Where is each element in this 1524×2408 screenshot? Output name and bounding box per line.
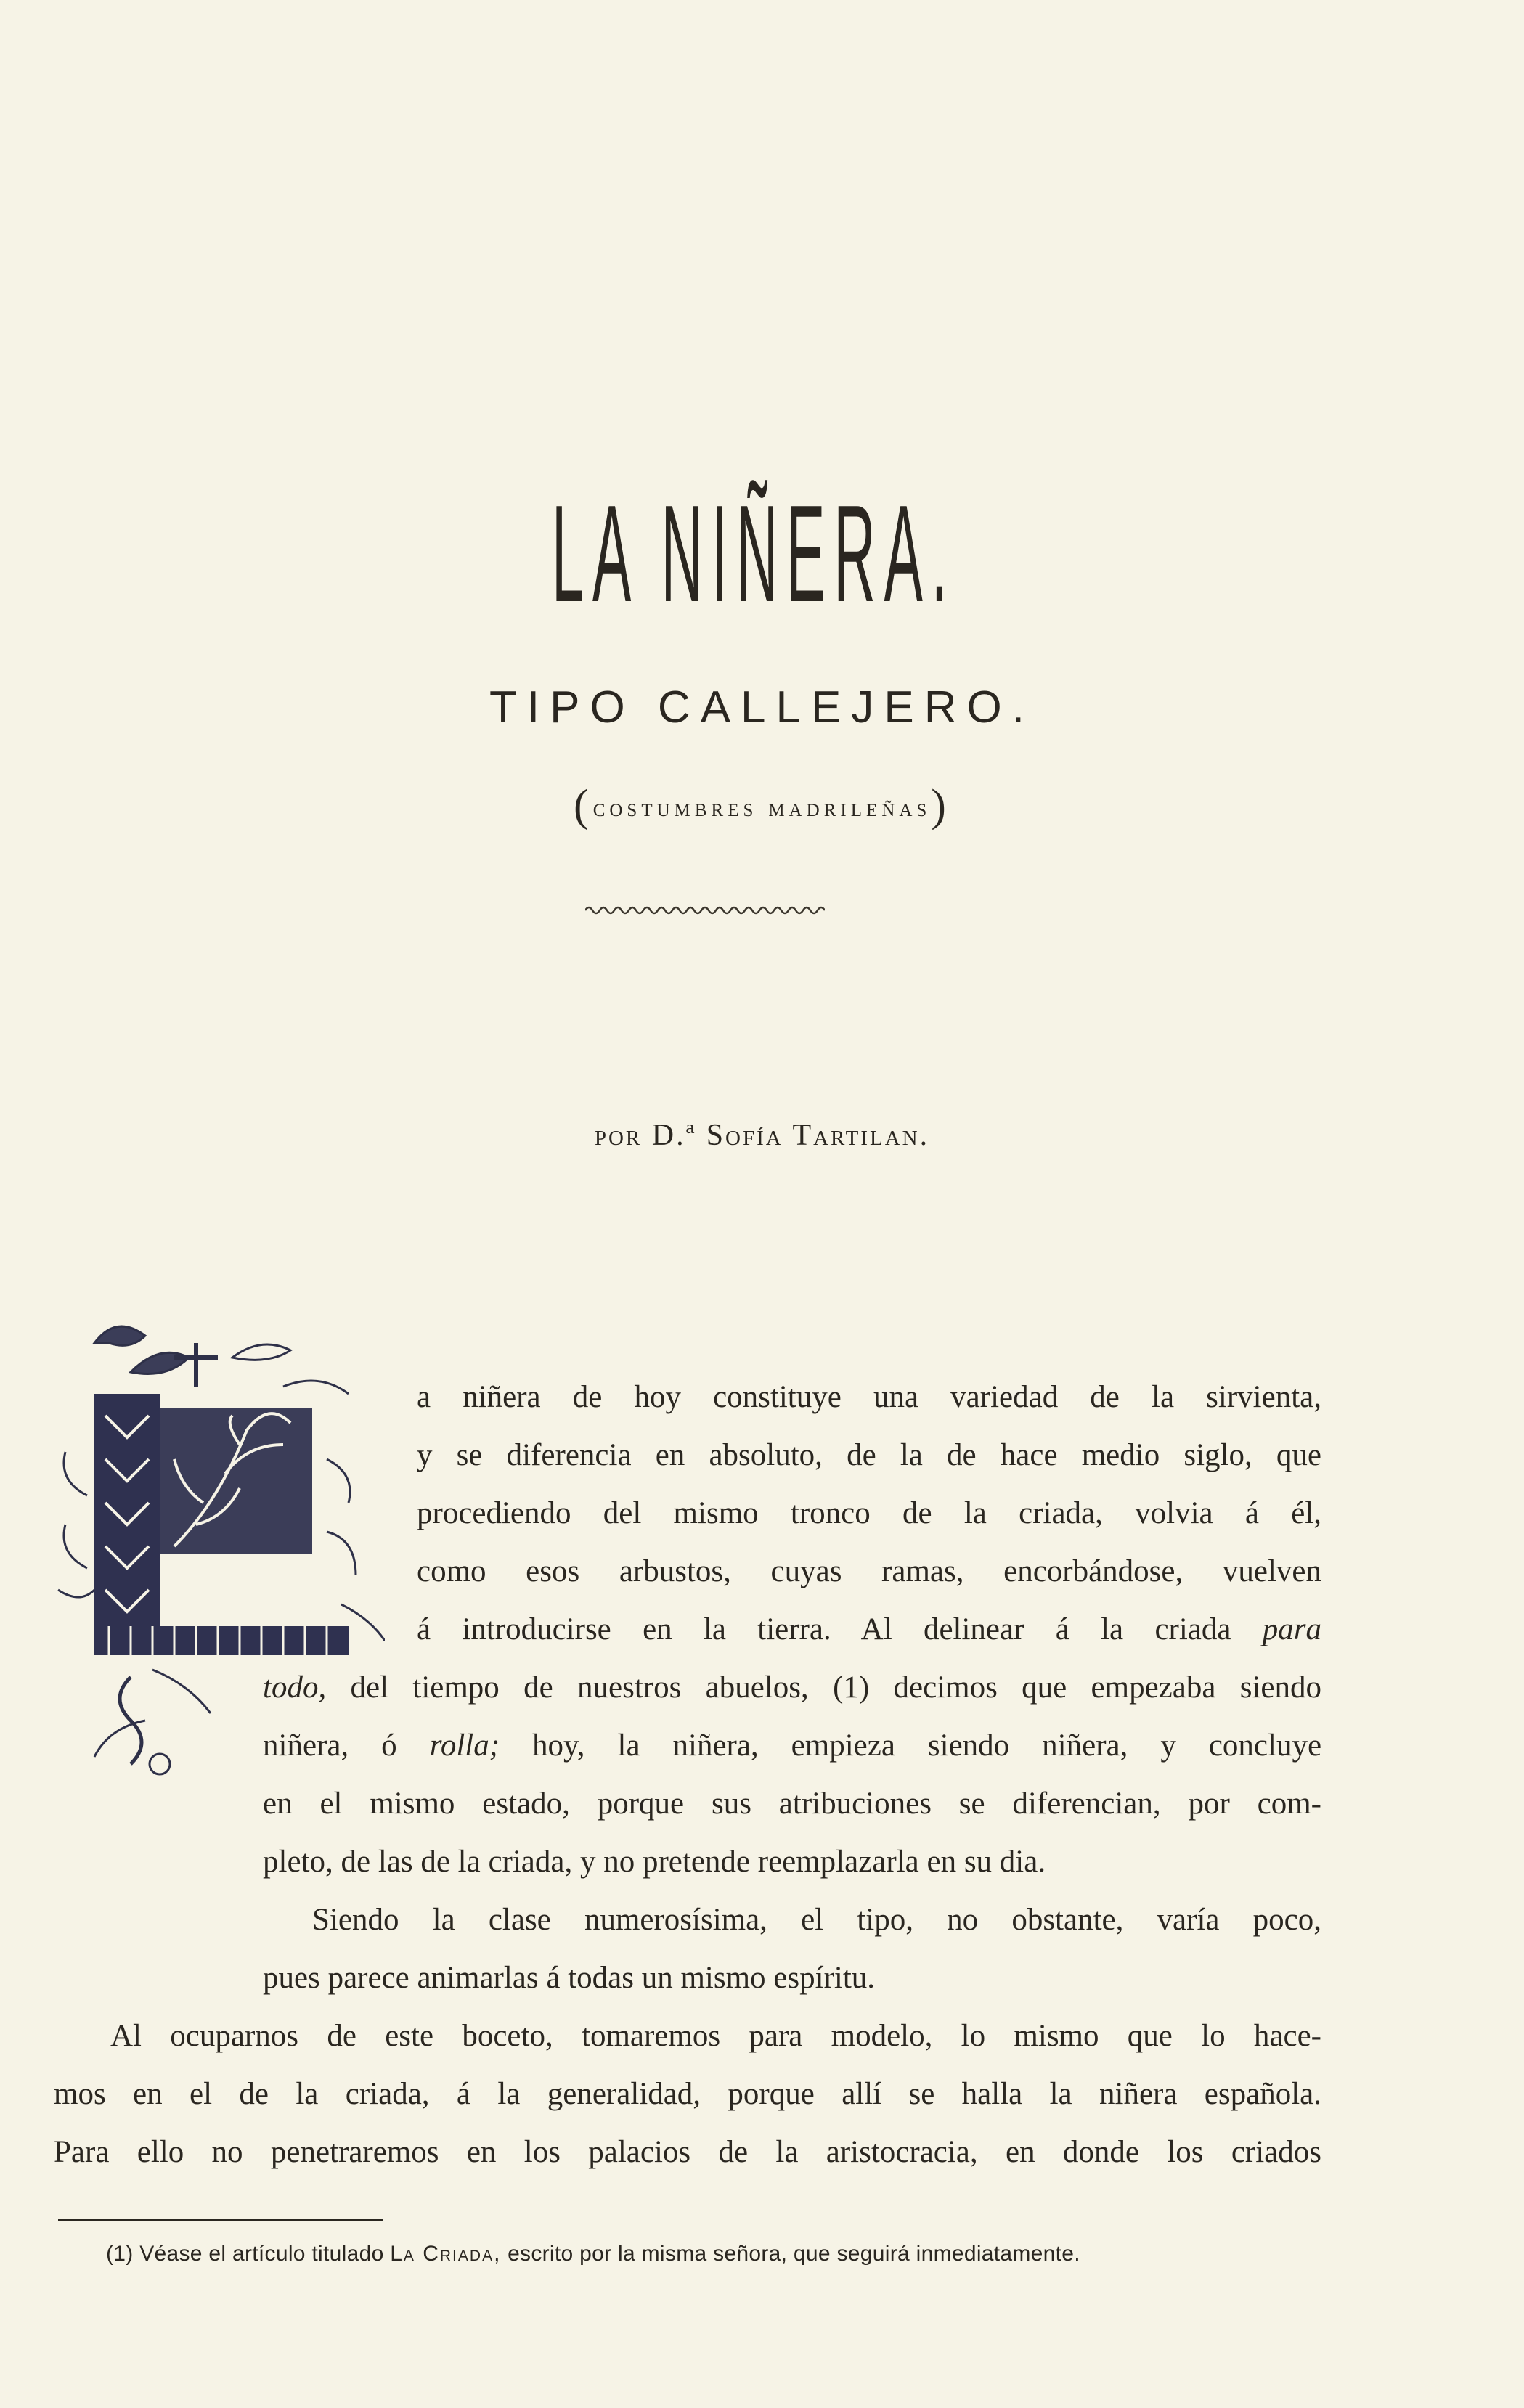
footnote xyxy=(106,2242,1080,2266)
ornamental-divider xyxy=(585,902,825,919)
text-line xyxy=(417,1601,1321,1659)
text-line-content: mos en el de la criada, á la generalidad, porque allí se halla la niñera española. xyxy=(54,2077,1321,2111)
text-line xyxy=(263,1717,1321,1775)
author-line xyxy=(0,1118,1524,1153)
text-line-content: y se diferencia en absoluto, de la de hace medio siglo, que xyxy=(417,1438,1321,1472)
text-line-content: Siendo la clase numerosísima, el tipo, no obstante, varía poco, xyxy=(312,1903,1321,1937)
text-line-content: procediendo del mismo tronco de la criada, volvia á él, xyxy=(417,1496,1321,1530)
text-line xyxy=(54,2123,1321,2182)
footnote-rule xyxy=(58,2219,383,2221)
text-line-content: Para ello no penetraremos en los palacios de la aristocracia, en donde los criados xyxy=(54,2135,1321,2169)
text-line xyxy=(110,2007,1321,2065)
footnote-marker: (1) xyxy=(106,2242,134,2266)
text-line xyxy=(417,1485,1321,1543)
text-line xyxy=(417,1543,1321,1601)
footnote-text: Véase el artículo titulado xyxy=(139,2242,384,2266)
italic-phrase: para xyxy=(1262,1612,1322,1646)
text-line xyxy=(417,1368,1321,1427)
italic-phrase: rolla; xyxy=(429,1729,500,1763)
text-line xyxy=(54,2065,1321,2123)
text-line-content: a niñera de hoy constituye una variedad de la sirvienta, xyxy=(417,1380,1321,1414)
article-title: LA NIÑERA. xyxy=(551,477,956,631)
text-line xyxy=(417,1427,1321,1485)
article-subtitle: TIPO CALLEJERO. xyxy=(489,682,1035,732)
subtitle-note: (costumbres madrileñas) xyxy=(574,781,950,830)
text-line xyxy=(312,1891,1321,1949)
subtitle-note-text: costumbres madrileñas xyxy=(592,793,932,822)
text-line-content: en el mismo estado, porque sus atribuciones se diferencian, por com- xyxy=(263,1787,1321,1821)
text-line-content: pleto, de las de la criada, y no pretende reemplazarla en su dia. xyxy=(263,1845,1046,1879)
author-name: Sofía Tartilan. xyxy=(706,1119,930,1152)
text-line xyxy=(263,1949,1321,2007)
text-line-content: Al ocuparnos de este boceto, tomaremos para modelo, lo mismo que lo hace- xyxy=(110,2019,1321,2053)
text-line-content: como esos arbustos, cuyas ramas, encorbándose, vuelven xyxy=(417,1554,1321,1588)
text-line-content: hoy, la niñera, empieza siendo niñera, y concluye xyxy=(532,1729,1322,1763)
text-line-content: pues parece animarlas á todas un mismo espíritu. xyxy=(263,1961,876,1995)
author-prefix: por D.ª xyxy=(594,1119,697,1152)
italic-phrase: todo, xyxy=(263,1670,327,1705)
text-line-content: del tiempo de nuestros abuelos, (1) decimos que empezaba siendo xyxy=(350,1670,1321,1705)
text-line-content: á introducirse en la tierra. Al delinear á la criada xyxy=(417,1612,1231,1646)
footnote-title: La Criada, xyxy=(390,2242,502,2266)
text-line xyxy=(263,1659,1321,1717)
text-line xyxy=(263,1775,1321,1833)
text-line xyxy=(263,1833,1321,1891)
footnote-text: escrito por la misma señora, que seguirá inmediatamente. xyxy=(508,2242,1080,2266)
text-line-content: niñera, ó xyxy=(263,1729,397,1763)
